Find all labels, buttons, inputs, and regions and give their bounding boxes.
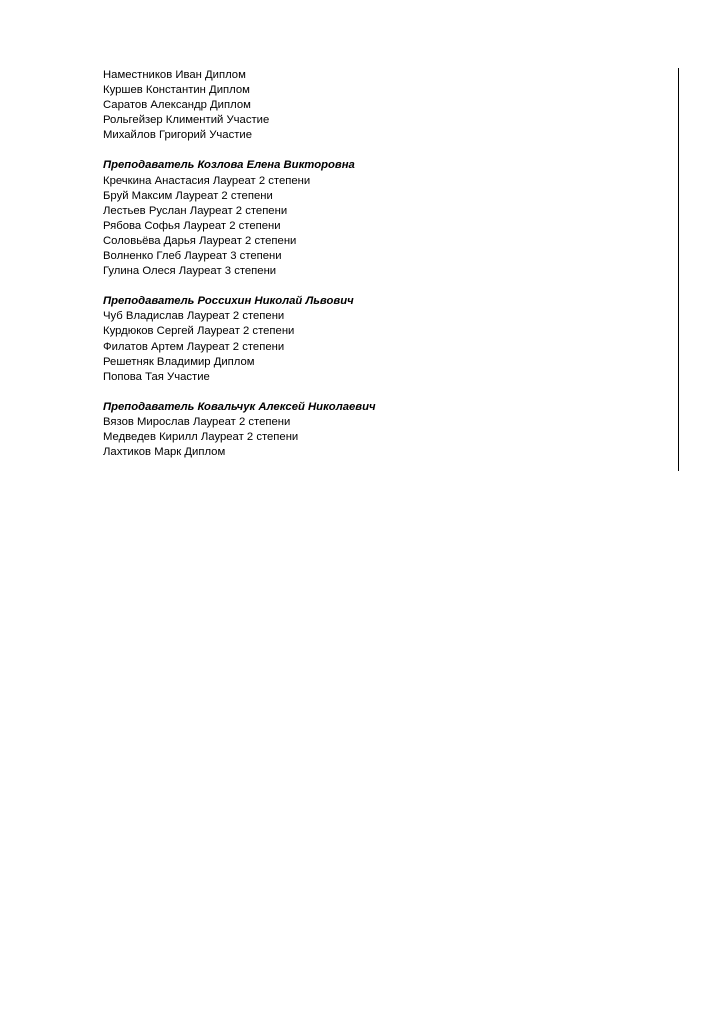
margin-rule <box>678 68 679 471</box>
student-entry: Чуб Владислав Лауреат 2 степени <box>103 310 285 323</box>
student-entry: Наместников Иван Диплом <box>103 69 246 81</box>
teacher-heading: Преподаватель Россихин Николай Львович <box>103 295 354 308</box>
student-entry: Бруй Максим Лауреат 2 степени <box>103 189 273 202</box>
student-entry: Лахтиков Марк Диплом <box>103 446 226 459</box>
student-entry: Лестьев Руслан Лауреат 2 степени <box>103 204 288 217</box>
teacher-heading: Преподаватель Ковальчук Алексей Николаевич <box>103 400 376 413</box>
student-entry: Кречкина Анастасия Лауреат 2 степени <box>103 174 311 187</box>
student-entry: Саратов Александр Диплом <box>103 99 251 112</box>
student-entry: Курдюков Сергей Лауреат 2 степени <box>103 325 295 338</box>
student-entry: Гулина Олеся Лауреат 3 степени <box>103 265 277 278</box>
student-entry: Рольгейзер Климентий Участие <box>103 114 270 127</box>
student-entry: Филатов Артем Лауреат 2 степени <box>103 340 285 353</box>
student-group <box>103 68 663 143</box>
student-entry: Вязов Мирослав Лауреат 2 степени <box>103 415 291 428</box>
student-entry: Куршев Константин Диплом <box>103 84 250 97</box>
teacher-heading: Преподаватель Козлова Елена Викторовна <box>103 159 355 172</box>
results-list <box>103 68 663 460</box>
student-entry: Михайлов Григорий Участие <box>103 129 253 142</box>
student-entry: Рябова Софья Лауреат 2 степени <box>103 219 281 232</box>
teacher-group-kovalchuk <box>103 400 663 460</box>
teacher-group-kozlova <box>103 158 663 279</box>
teacher-group-rossikhin <box>103 294 663 385</box>
student-entry: Медведев Кирилл Лауреат 2 степени <box>103 430 299 443</box>
student-entry: Соловьёва Дарья Лауреат 2 степени <box>103 234 297 247</box>
student-entry: Попова Тая Участие <box>103 370 210 383</box>
student-entry: Волненко Глеб Лауреат 3 степени <box>103 250 282 263</box>
student-entry: Решетняк Владимир Диплом <box>103 355 255 368</box>
